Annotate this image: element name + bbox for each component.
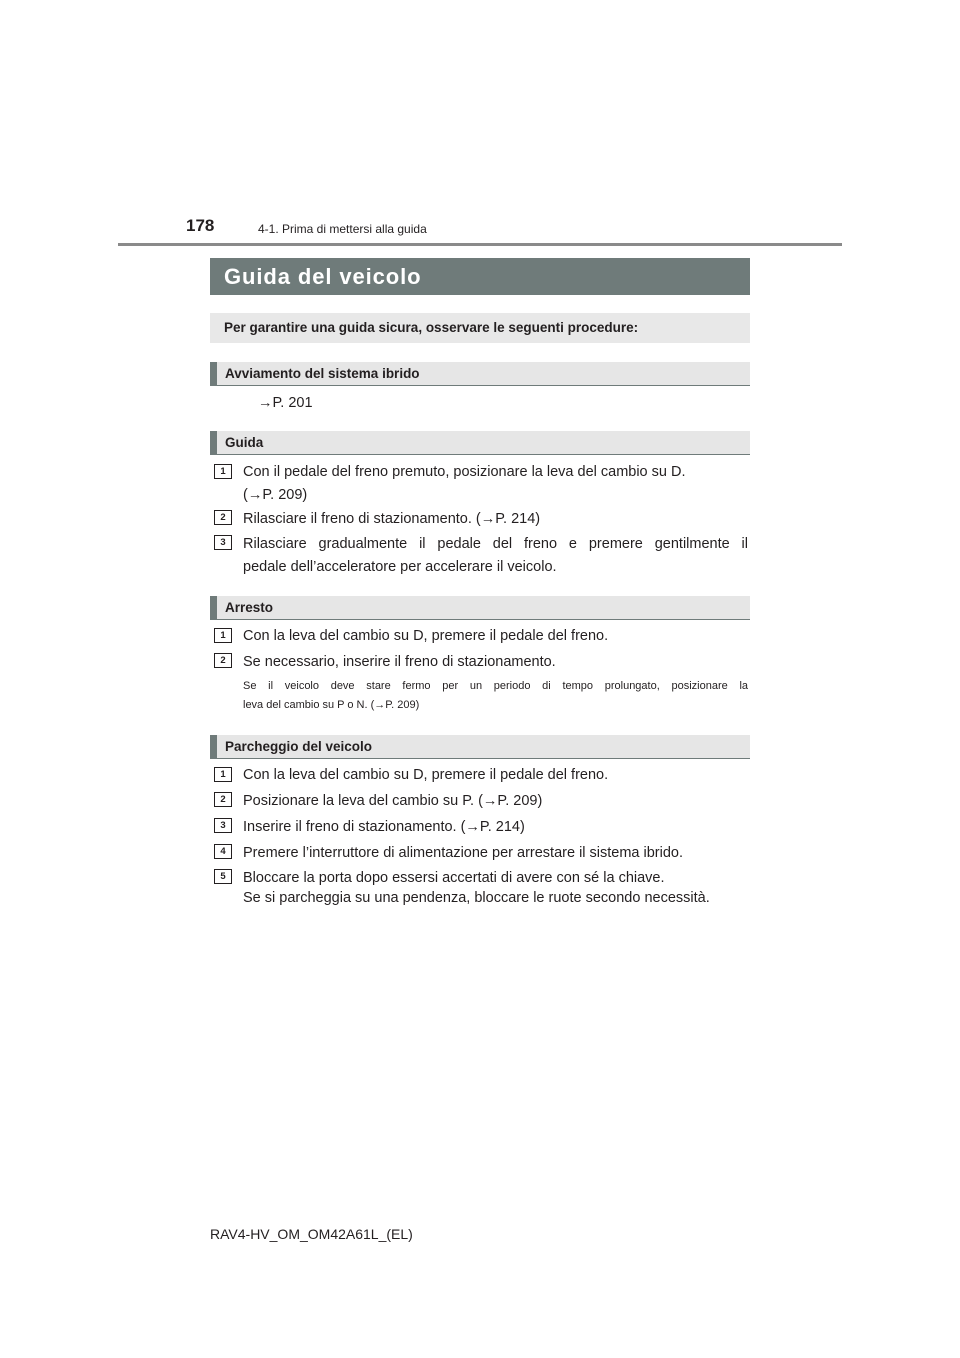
page-number: 178 bbox=[186, 216, 215, 235]
heading-arresto: Arresto bbox=[210, 596, 750, 620]
step-number-badge: 1 bbox=[214, 464, 232, 479]
step-text-continued: pedale dell’acceleratore per accelerare il veicolo. bbox=[243, 559, 557, 575]
step-number-badge: 1 bbox=[214, 628, 232, 643]
step-text: Se necessario, inserire il freno di stazionamento. bbox=[243, 654, 556, 670]
step-text: Posizionare la leva del cambio su P. (→P. 209) bbox=[243, 793, 543, 809]
step-text: Rilasciare gradualmente il pedale del freno e premere gentilmente il bbox=[243, 536, 748, 552]
step-text: Bloccare la porta dopo essersi accertati di avere con sé la chiave. bbox=[243, 870, 665, 886]
document-code-footer: RAV4-HV_OM_OM42A61L_(EL) bbox=[210, 1226, 413, 1242]
heading-avviamento: Avviamento del sistema ibrido bbox=[210, 362, 750, 386]
note-text: Se il veicolo deve stare fermo per un periodo di tempo prolungato, posizionare la bbox=[243, 680, 748, 692]
step-number-badge: 2 bbox=[214, 653, 232, 668]
step-number-badge: 5 bbox=[214, 869, 232, 884]
step-number-badge: 2 bbox=[214, 510, 232, 525]
step-text: Con il pedale del freno premuto, posizionare la leva del cambio su D. bbox=[243, 464, 686, 480]
step-number-badge: 4 bbox=[214, 844, 232, 859]
note-text-continued: leva del cambio su P o N. (→P. 209) bbox=[243, 699, 420, 711]
intro-text: Per garantire una guida sicura, osservare le seguenti procedure: bbox=[210, 313, 750, 343]
step-text: Rilasciare il freno di stazionamento. (→P. 214) bbox=[243, 511, 541, 527]
step-text-continued: (→P. 209) bbox=[243, 487, 308, 503]
heading-parcheggio: Parcheggio del veicolo bbox=[210, 735, 750, 759]
step-number-badge: 1 bbox=[214, 767, 232, 782]
step-number-badge: 3 bbox=[214, 818, 232, 833]
page-reference: →P. 201 bbox=[258, 395, 313, 411]
step-text: Con la leva del cambio su D, premere il pedale del freno. bbox=[243, 767, 609, 783]
section-breadcrumb: 4-1. Prima di mettersi alla guida bbox=[258, 222, 427, 236]
step-text-continued: Se si parcheggia su una pendenza, bloccare le ruote secondo necessità. bbox=[243, 890, 710, 906]
heading-guida: Guida bbox=[210, 431, 750, 455]
page-title: Guida del veicolo bbox=[210, 258, 750, 295]
step-number-badge: 2 bbox=[214, 792, 232, 807]
step-number-badge: 3 bbox=[214, 535, 232, 550]
step-text: Con la leva del cambio su D, premere il pedale del freno. bbox=[243, 628, 609, 644]
header-divider bbox=[118, 243, 842, 246]
step-text: Inserire il freno di stazionamento. (→P. 214) bbox=[243, 819, 525, 835]
step-text: Premere l’interruttore di alimentazione per arrestare il sistema ibrido. bbox=[243, 845, 684, 861]
